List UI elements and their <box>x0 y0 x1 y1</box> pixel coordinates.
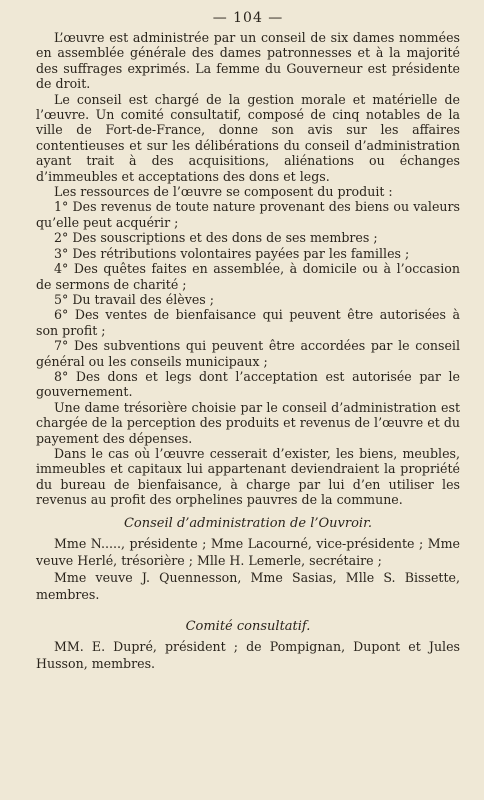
page-number: — 104 — <box>212 10 284 26</box>
resource-item: 7° Des subventions qui peuvent être accordées par le conseil général ou les conseils municipaux ; <box>36 338 460 369</box>
resource-item: 2° Des souscriptions et des dons de ses membres ; <box>54 230 378 246</box>
committee-heading: Comité consultatif. <box>185 618 311 634</box>
paragraph-treasurer: Une dame trésorière choisie par le conseil d’administration est chargée de la perception des produits et revenus de l’œuvre et du payement des dépenses. <box>36 399 460 446</box>
body-text <box>36 30 460 508</box>
committee-members <box>36 638 460 672</box>
resource-item: 8° Des dons et legs dont l’acceptation est autorisée par le gouvernement. <box>36 368 460 400</box>
resource-item: 5° Du travail des élèves ; <box>54 291 214 307</box>
paragraph-council-role: Le conseil est chargé de la gestion morale et matérielle de l’œuvre. Un comité consultatif, composé de cinq notables de la ville de Fort-de-France, donne son avis sur les affaires contentieuses et sur les délibérations du conseil d’administration ayant trait à des acquisitions, aliénations ou échanges d’immeubles et acceptations des dons et legs. <box>36 91 460 184</box>
resource-item: 1° Des revenus de toute nature provenant des biens ou valeurs qu’elle peut acquérir ; <box>36 199 460 230</box>
paragraph-resources-intro: Les ressources de l’œuvre se composent du produit : <box>54 184 393 200</box>
council-heading: Conseil d’administration de l’Ouvroir. <box>123 515 372 531</box>
paragraph-administration: L’œuvre est administrée par un conseil de six dames nommées en assemblée générale des dames patronnesses et à la majorité des suffrages exprimés. La femme du Gouverneur est présidente de droit. <box>36 30 460 92</box>
council-member-line: Mme N....., présidente ; Mme Lacourné, vice-présidente ; Mme veuve Herlé, trésorière ; Mlle H. Lemerle, secrétaire ; <box>36 535 460 568</box>
resource-item: 4° Des quêtes faites en assemblée, à domicile ou à l’occasion de sermons de charité ; <box>36 261 460 292</box>
committee-member-line: MM. E. Dupré, président ; de Pompignan, Dupont et Jules Husson, membres. <box>36 638 460 671</box>
council-members <box>36 535 460 603</box>
resource-item: 3° Des rétributions volontaires payées par les familles ; <box>54 245 410 261</box>
paragraph-dissolution: Dans le cas où l’œuvre cesserait d’exister, les biens, meubles, immeubles et capitaux lui appartenant deviendraient la propriété du bureau de bienfaisance, à charge par lui d’en utiliser les revenus au profit des orphelines pauvres de la commune. <box>36 445 460 508</box>
resource-item: 6° Des ventes de bienfaisance qui peuvent être autorisées à son profit ; <box>36 307 460 338</box>
council-member-line: Mme veuve J. Quennesson, Mme Sasias, Mlle S. Bissette, membres. <box>36 569 460 602</box>
